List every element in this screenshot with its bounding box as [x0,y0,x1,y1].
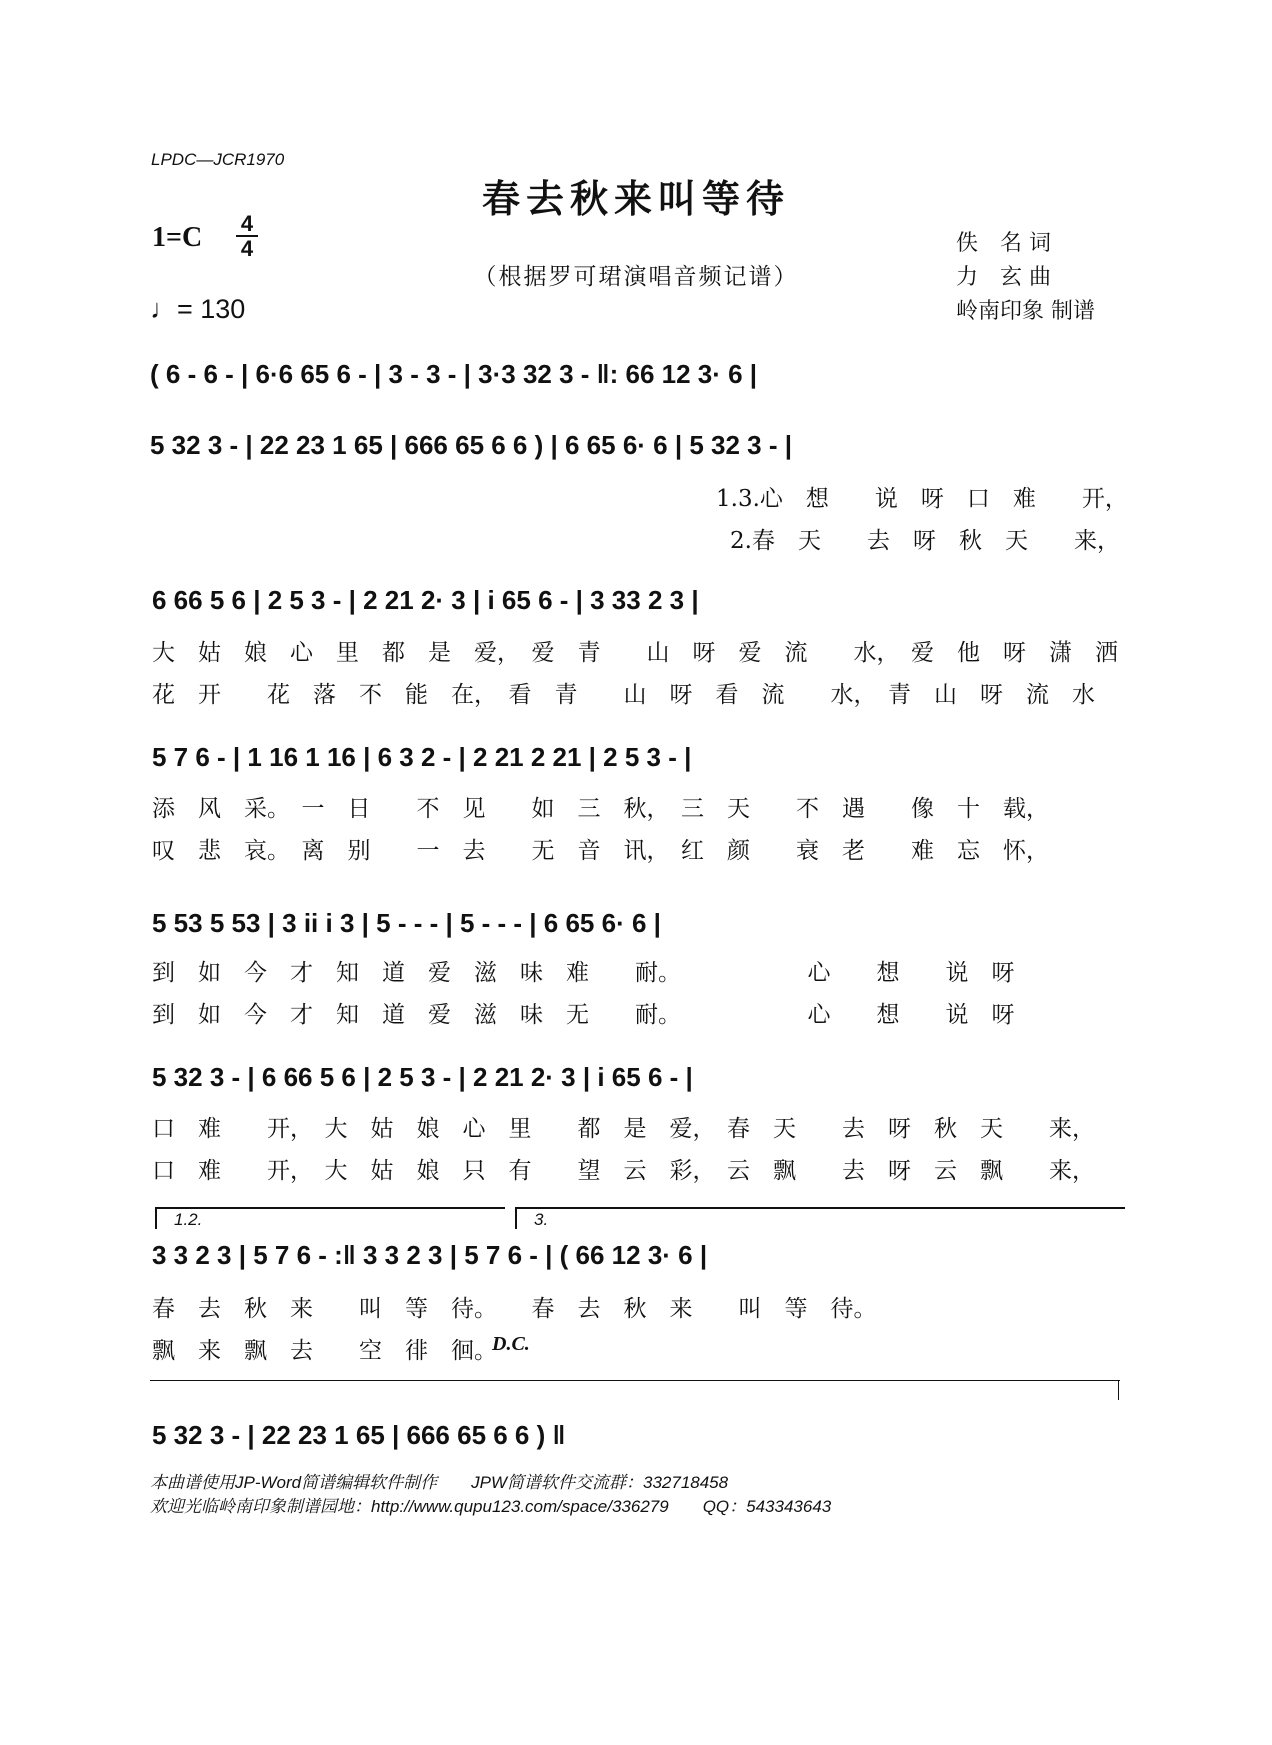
volta-1-bracket-line [155,1207,505,1209]
score-row-1-notes: ( 6 - 6 - | 6·6 65 6 - | 3 - 3 - | 3·3 32 3 - ‖: 66 12 3· 6 | [150,359,758,389]
row-6-lyrics-verse-2: 口 难 开， 大 姑 娘 只 有 望 云 彩， 云 飘 去 呀 云 飘 来， [152,1158,1095,1184]
row-4-lyrics-verse-1: 添 风 采。 一 日 不 见 如 三 秋， 三 天 不 遇 像 十 载， [152,796,1049,822]
score-code: LPDC—JCR1970 [151,150,285,169]
row-3-lyrics-verse-1: 大 姑 娘 心 里 都 是 爱， 爱 青 山 呀 爱 流 水， 爱 他 呀 潇 洒 [152,640,1118,666]
song-subtitle: （根据罗可珺演唱音频记谱） [473,264,799,290]
volta-1-label: 1.2. [174,1210,203,1229]
row-7-lyrics-verse-1: 春 去 秋 来 叫 等 待。 春 去 秋 来 叫 等 待。 [152,1296,877,1322]
score-row-3-notes: 6 66 5 6 | 2 5 3 - | 2 21 2· 3 | i 65 6 - | 3 33 2 3 | [152,585,699,615]
time-signature-top: 4 [240,211,254,236]
row-3-lyrics-verse-2: 花 开 花 落 不 能 在， 看 青 山 呀 看 流 水， 青 山 呀 流 水 [152,682,1095,708]
volta-2-bracket-line [515,1207,1125,1209]
score-row-4-notes: 5 7 6 - | 1 16 1 16 | 6 3 2 - | 2 21 2 21 | 2 5 3 - | [152,742,692,772]
volta-2-label: 3. [534,1210,549,1229]
volta-1-bracket-edge [155,1207,157,1229]
footer-website-note: 欢迎光临岭南印象制谱园地：http://www.qupu123.com/space/336279 QQ：543343643 [150,1497,832,1516]
lyricist-credit: 佚 名 词 [956,231,1051,256]
tempo-marking: ♩= 130 [150,294,246,324]
coda-bracket-line [150,1380,1120,1381]
composer-credit: 力 玄 曲 [956,265,1051,290]
time-signature-bottom: 4 [240,236,254,261]
row-6-lyrics-verse-1: 口 难 开， 大 姑 娘 心 里 都 是 爱， 春 天 去 呀 秋 天 来， [152,1116,1095,1142]
key-signature: 1=C [152,222,203,253]
score-row-6-notes: 5 32 3 - | 6 66 5 6 | 2 5 3 - | 2 21 2· 3 | i 65 6 - | [152,1062,693,1092]
row-4-lyrics-verse-2: 叹 悲 哀。 离 别 一 去 无 音 讯， 红 颜 衰 老 难 忘 怀， [152,838,1049,864]
row-5-lyrics-verse-1: 到 如 今 才 知 道 爱 滋 味 难 耐。 心 想 说 呀 [152,960,1015,986]
da-capo-marking: D.C. [492,1333,530,1355]
score-row-7-notes: 3 3 2 3 | 5 7 6 - :‖ 3 3 2 3 | 5 7 6 - | ( 66 12 3· 6 | [152,1240,708,1270]
footer-software-note: 本曲谱使用JP-Word简谱编辑软件制作 JPW简谱软件交流群：332718458 [150,1473,729,1492]
row-7-lyrics-verse-2: 飘 来 飘 去 空 徘 徊。 [152,1338,497,1364]
score-row-5-notes: 5 53 5 53 | 3 ii i 3 | 5 - - - | 5 - - - | 6 65 6· 6 | [152,908,661,938]
volta-2-bracket-edge [515,1207,517,1229]
row-2-lyrics-verse-1: 1.3.心 想 说 呀 口 难 开， [716,486,1128,512]
score-row-2-notes: 5 32 3 - | 22 23 1 65 | 666 65 6 6 ) | 6 65 6· 6 | 5 32 3 - | [150,430,793,460]
row-2-lyrics-verse-2: 2.春 天 去 呀 秋 天 来， [730,528,1120,554]
row-5-lyrics-verse-2: 到 如 今 才 知 道 爱 滋 味 无 耐。 心 想 说 呀 [152,1002,1015,1028]
arranger-credit: 岭南印象 制谱 [956,299,1095,324]
score-row-8-notes: 5 32 3 - | 22 23 1 65 | 666 65 6 6 ) ‖ [152,1420,566,1450]
song-title: 春去秋来叫等待 [481,176,790,221]
time-signature [236,211,258,261]
coda-bracket-edge [1118,1380,1119,1400]
